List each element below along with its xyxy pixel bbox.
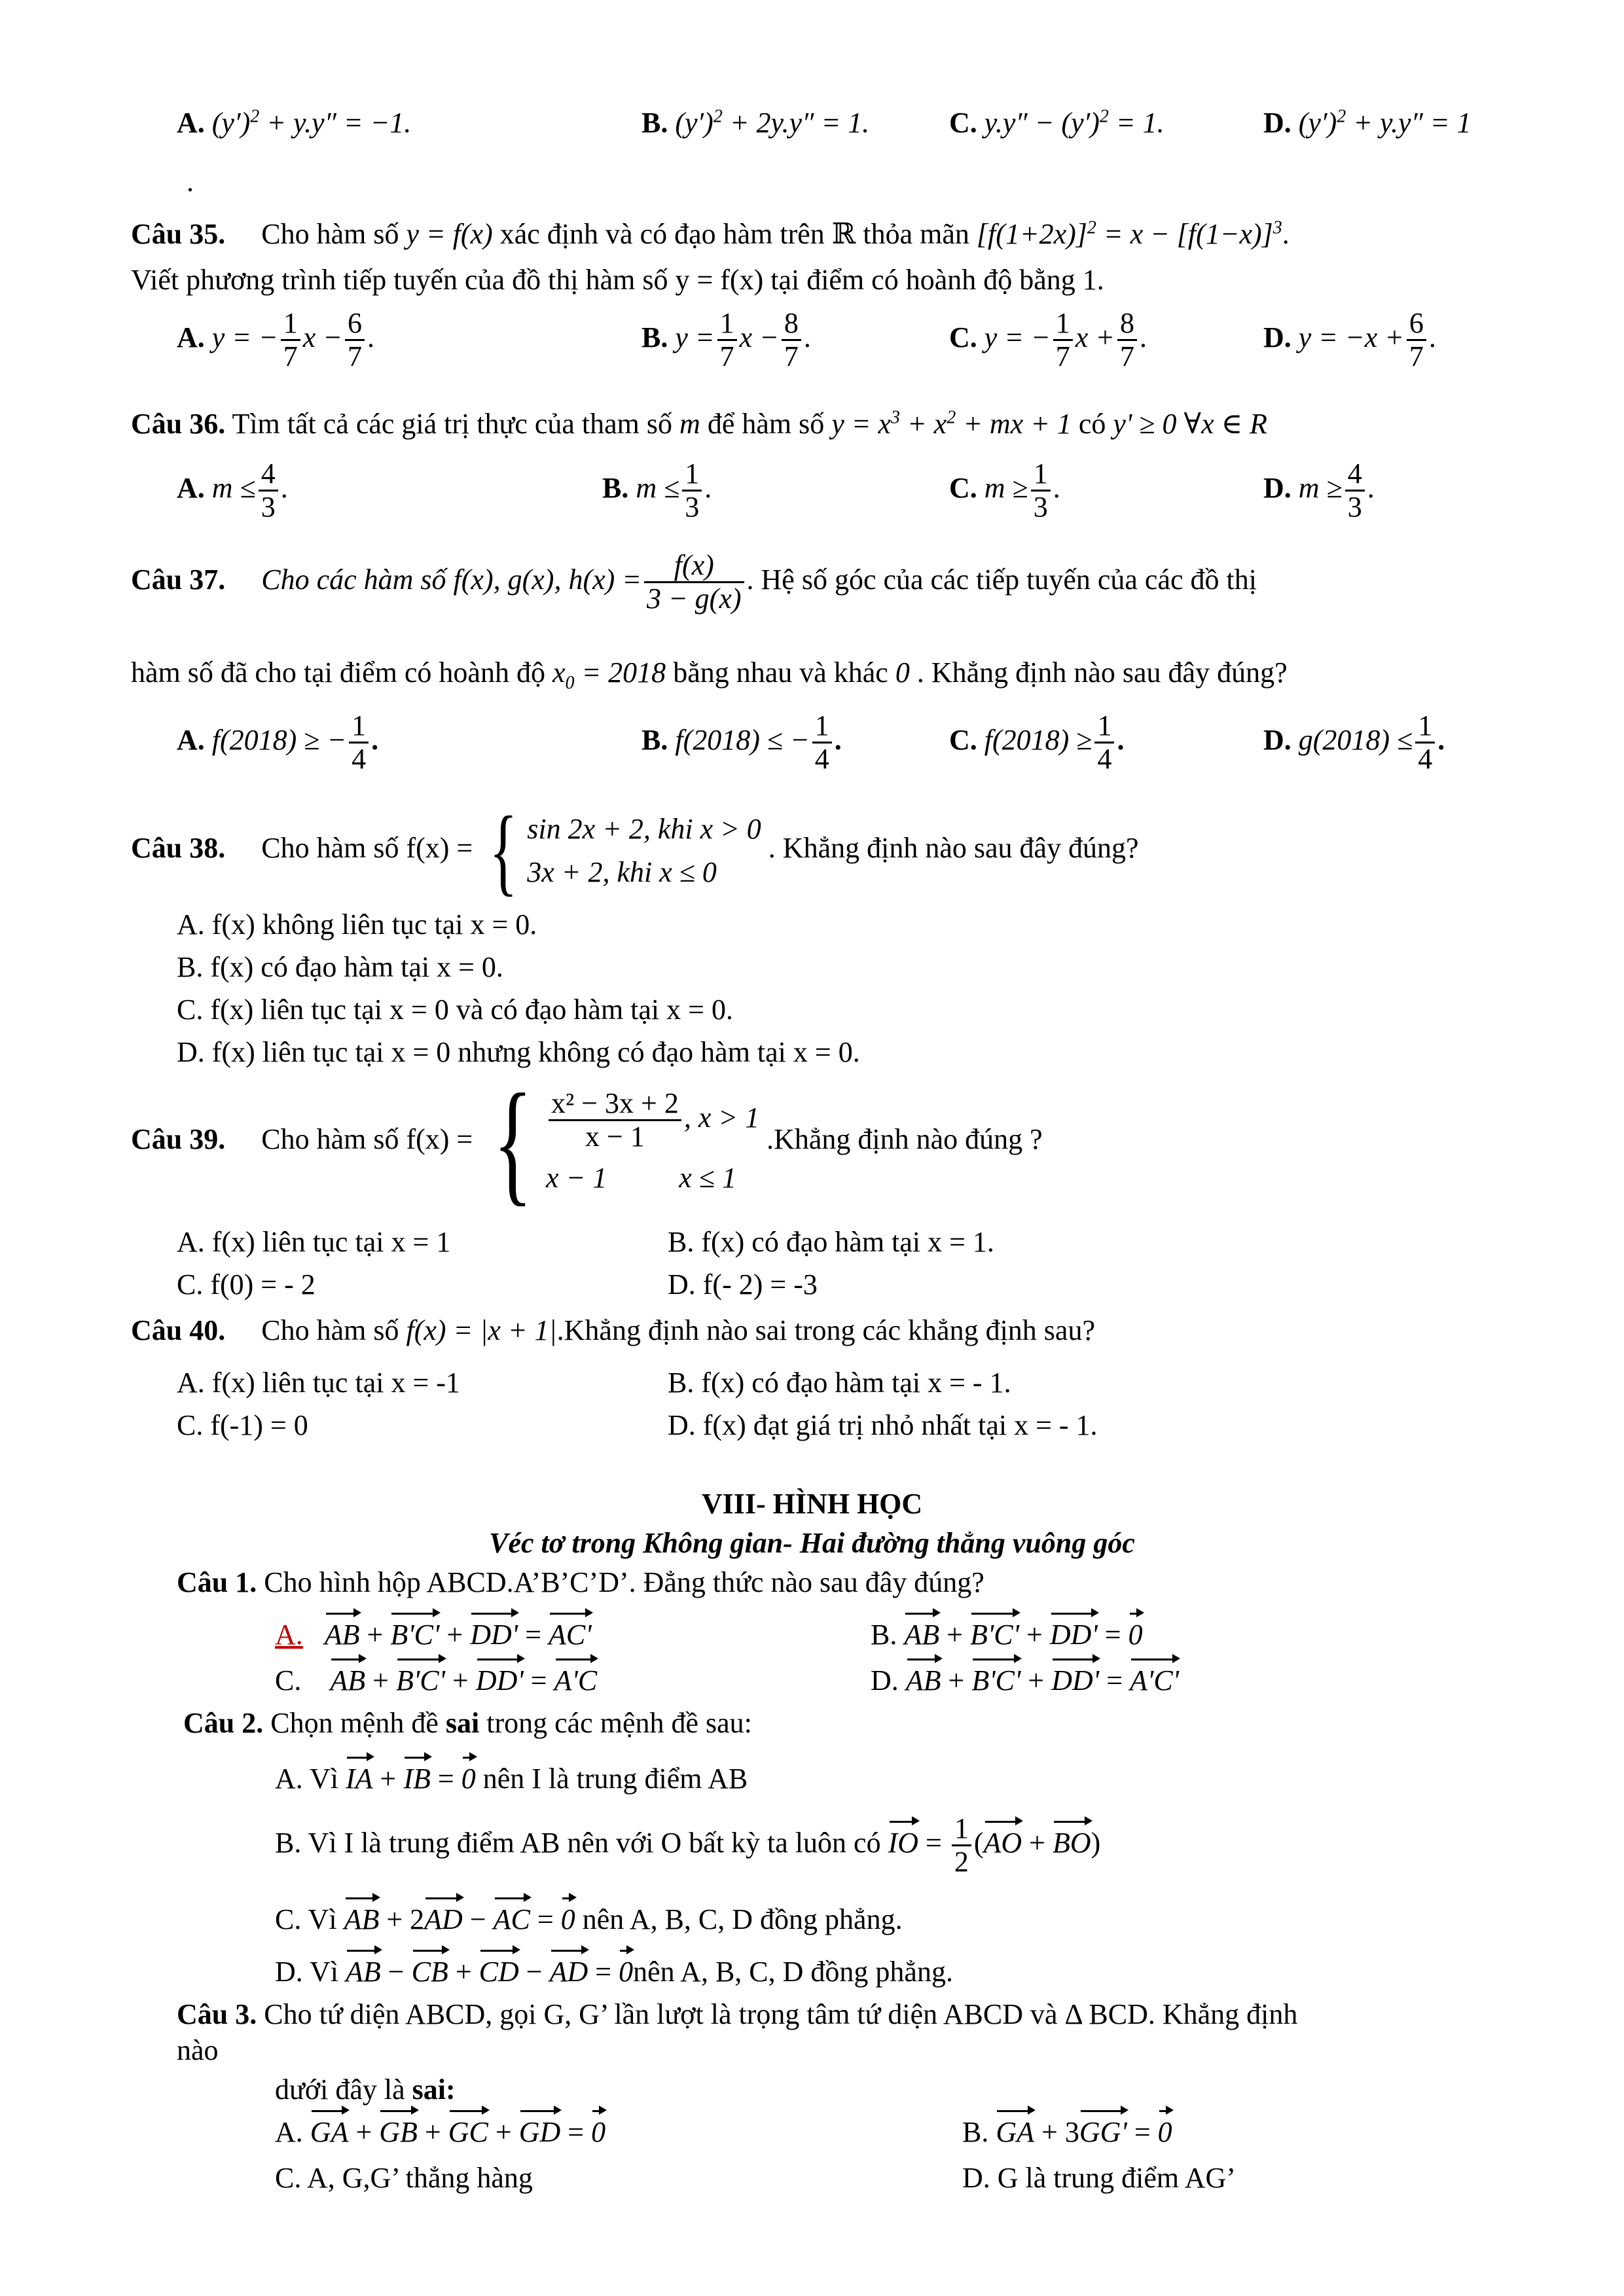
g2-option-c: C. Vì AB + 2AD − AC = 0 nên A, B, C, D đồng phẳng. <box>275 1901 903 1937</box>
q40-option-a: A. f(x) liên tục tại x = -1 <box>177 1367 460 1399</box>
g2-question: Câu 2. Chọn mệnh đề sai trong các mệnh đề sau: <box>183 1707 752 1739</box>
q36-option-a: A. m ≤ $\frac{4}{3}$ . <box>177 457 288 524</box>
q37-line-2: hàm số đã cho tại điểm có hoành độ $x_0 = 2018$ bằng nhau và khác 0 . Khẳng định nào sau đây đúng? <box>131 656 1288 693</box>
g1-answer-marker: A. <box>275 1619 303 1651</box>
q34-option-c: C. $y.y'' - (y')^2 = 1$. <box>949 106 1164 139</box>
q40-option-d: D. f(x) đạt giá trị nhỏ nhất tại x = - 1. <box>668 1409 1098 1441</box>
q34-dot: . <box>187 166 194 198</box>
q37-option-d: D. g(2018) ≤ $\frac{1}{4}$ . <box>1263 709 1445 776</box>
q35-option-c: C. y = − $\frac{1}{7}$ x + $\frac{8}{7}$ . <box>949 307 1147 373</box>
q40-option-c: C. f(-1) = 0 <box>177 1409 308 1441</box>
g1-option-a: A. AB + B'C' + DD' = AC' <box>275 1617 592 1653</box>
q37-line-1: Câu 37. Cho các hàm số f(x), g(x), h(x) = $\frac{f(x)}{3 - g(x)}$ . Hệ số góc của các tiếp tuyến của các đồ thị <box>131 549 1257 615</box>
g1-option-b: B. AB + B'C' + DD' = 0 <box>871 1617 1143 1653</box>
q37-option-b: B. f(2018) ≤ − $\frac{1}{4}$ . <box>641 709 842 776</box>
q40-question: Câu 40. Cho hàm số f(x) = |x + 1|.Khẳng định nào sai trong các khẳng định sau? <box>131 1314 1095 1346</box>
g1-question: Câu 1. Cho hình hộp ABCD.A’B’C’D’. Đẳng thức nào sau đây đúng? <box>177 1566 984 1598</box>
q39-option-c: C. f(0) = - 2 <box>177 1268 316 1300</box>
g3-option-c: C. A, G,G’ thẳng hàng <box>275 2162 533 2194</box>
section-subtitle: Véc tơ trong Không gian- Hai đường thẳng vuông góc <box>489 1527 1135 1559</box>
q35-option-d: D. y = −x + $\frac{6}{7}$ . <box>1263 307 1436 373</box>
q35-line-1: Câu 35. Cho hàm số y = f(x) xác định và có đạo hàm trên ℝ thỏa mãn $[f(1+2x)]^2 = x - [f(1-x)]^3$. <box>131 217 1290 250</box>
q37-option-a: A. f(2018) ≥ − $\frac{1}{4}$ . <box>177 709 379 776</box>
g3-option-a: A. GA + GB + GC + GD = 0 <box>275 2114 605 2150</box>
g3-option-d: D. G là trung điểm AG’ <box>962 2162 1236 2194</box>
q35-line-2: Viết phương trình tiếp tuyến của đồ thị hàm số y = f(x) tại điểm có hoành độ bằng 1. <box>131 264 1104 296</box>
q38-option-b: B. f(x) có đạo hàm tại x = 0. <box>177 951 503 983</box>
g3-option-b: B. GA + 3GG' = 0 <box>962 2114 1172 2150</box>
q38-option-c: C. f(x) liên tục tại x = 0 và có đạo hàm tại x = 0. <box>177 994 733 1026</box>
q40-option-b: B. f(x) có đạo hàm tại x = - 1. <box>668 1367 1011 1399</box>
q39-question: Câu 39. Cho hàm số f(x) = { $\frac{\text{x² − 3x + 2}}{x - 1}$ , x > 1 x − 1 x ≤ 1 .Khẳng định nào đúng ? <box>131 1066 1043 1218</box>
q36-option-d: D. m ≥ $\frac{4}{3}$ . <box>1263 457 1375 524</box>
g2-option-b: B. Vì I là trung điểm AB nên với O bất kỳ ta luôn có IO = $\frac{1}{2}$ (AO + BO) <box>275 1812 1101 1878</box>
g3-question: Câu 3. Cho tứ diện ABCD, gọi G, G’ lần lượt là trọng tâm tứ diện ABCD và Δ BCD. Khẳng định <box>177 1998 1298 2030</box>
q35-option-b: B. y = $\frac{1}{7}$ x − $\frac{8}{7}$ . <box>641 307 811 373</box>
section-title: VIII- HÌNH HỌC <box>701 1488 923 1520</box>
q34-option-b: B. $(y')^2 + 2y.y'' = 1$. <box>641 106 870 139</box>
g1-option-d: D. AB + B'C' + DD' = A'C' <box>871 1662 1179 1698</box>
q38-option-a: A. f(x) không liên tục tại x = 0. <box>177 908 537 941</box>
q36-option-b: B. m ≤ $\frac{1}{3}$ . <box>602 457 712 524</box>
q34-option-a: A. $(y')^2 + y.y'' = -1$. <box>177 106 412 139</box>
q36-option-c: C. m ≥ $\frac{1}{3}$ . <box>949 457 1060 524</box>
q39-option-d: D. f(- 2) = -3 <box>668 1268 818 1300</box>
q38-question: Câu 38. Cho hàm số f(x) = { sin 2x + 2, khi x > 0 3x + 2, khi x ≤ 0 . Khẳng định nào sau đây đúng? <box>131 797 1139 905</box>
g2-option-a: A. Vì IA + IB = 0 nên I là trung điểm AB <box>275 1761 748 1797</box>
q34-option-d: D. $(y')^2 + y.y'' = 1$ <box>1263 106 1471 139</box>
q38-option-d: D. f(x) liên tục tại x = 0 nhưng không có đạo hàm tại x = 0. <box>177 1036 860 1068</box>
g3-question-line-2: dưới đây là sai: <box>275 2073 456 2106</box>
g2-option-d: D. Vì AB − CB + CD − AD = 0nên A, B, C, D đồng phẳng. <box>275 1954 953 1990</box>
q39-option-a: A. f(x) liên tục tại x = 1 <box>177 1226 451 1258</box>
q39-option-b: B. f(x) có đạo hàm tại x = 1. <box>668 1226 994 1258</box>
g1-option-c: C. AB + B'C' + DD' = A'C <box>275 1662 597 1698</box>
q37-option-c: C. f(2018) ≥ $\frac{1}{4}$ . <box>949 709 1125 776</box>
g3-question-cont: nào <box>177 2034 219 2066</box>
q35-option-a: A. y = − $\frac{1}{7}$ x − $\frac{6}{7}$ . <box>177 307 374 373</box>
q36-question: Câu 36. Tìm tất cả các giá trị thực của tham số m để hàm số $y = x^3 + x^2$ + mx + 1 có y' ≥ 0 ∀x ∈ R <box>131 407 1268 440</box>
